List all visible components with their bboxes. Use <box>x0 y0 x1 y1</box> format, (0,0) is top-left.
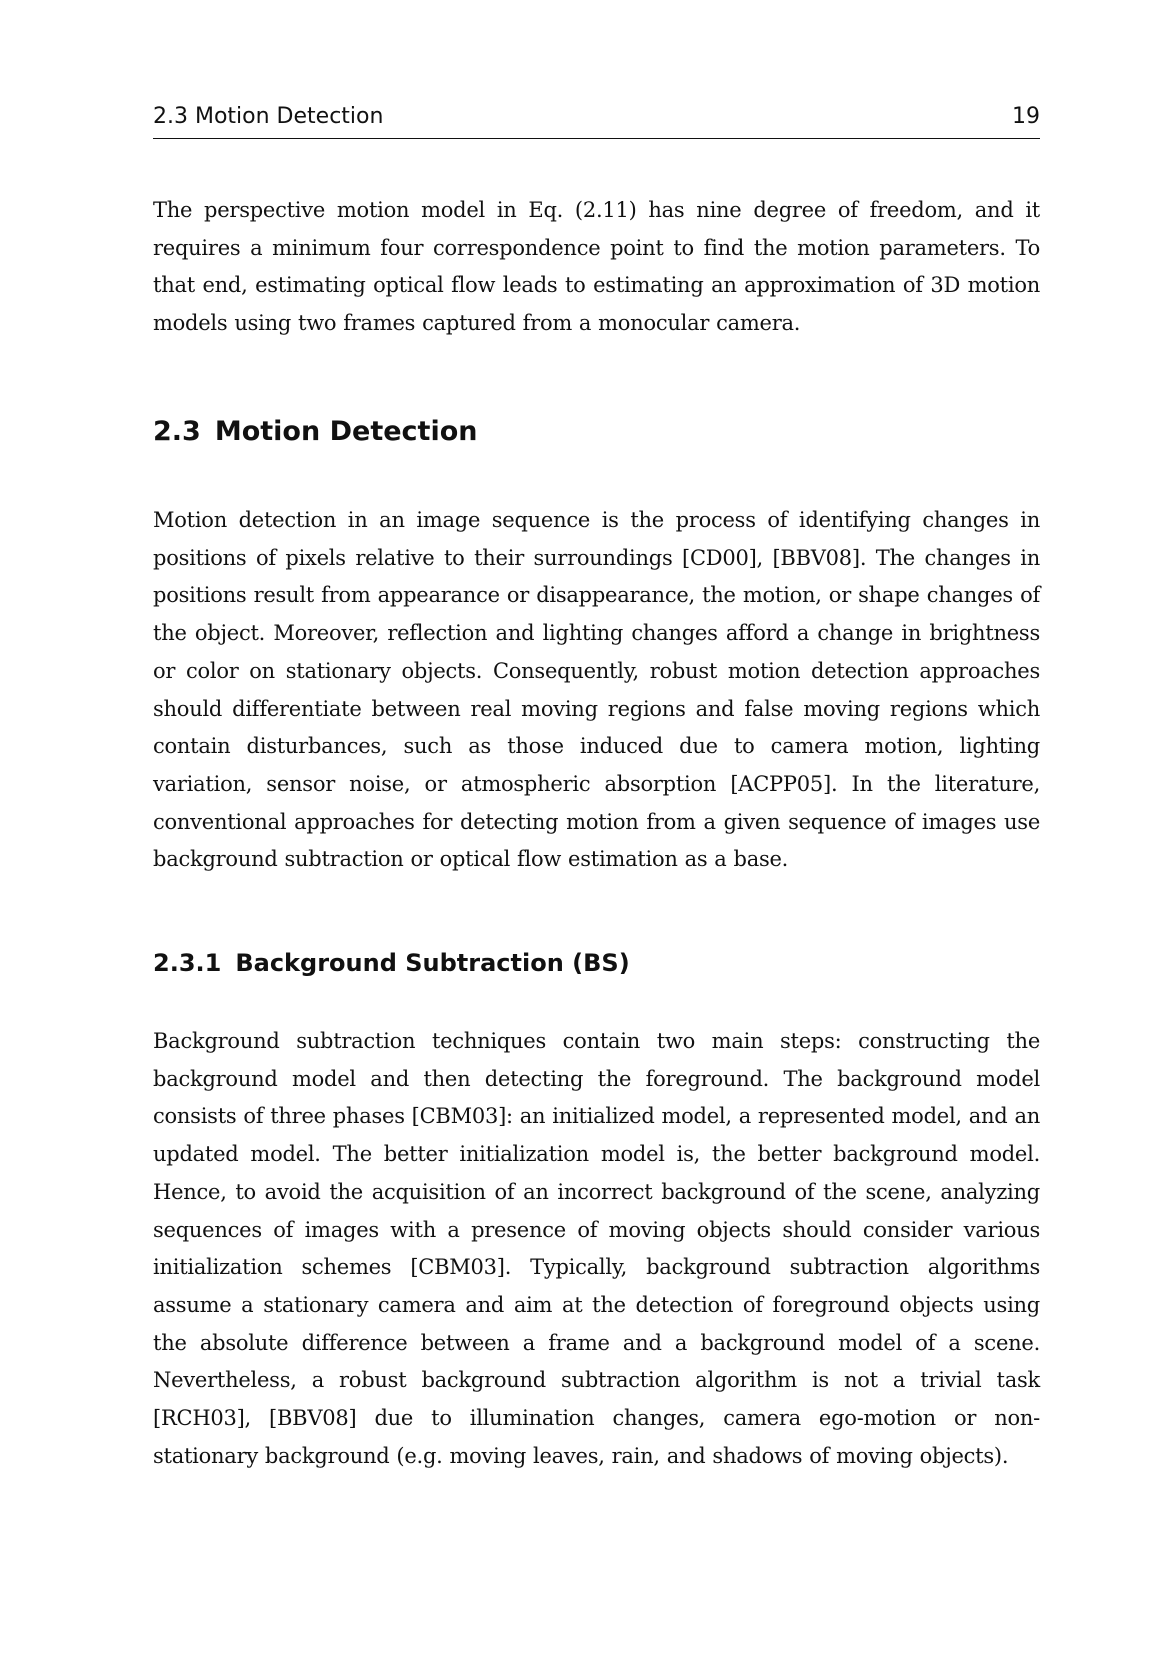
subsection-heading-background-subtraction <box>153 947 630 979</box>
section-number: 2.3 <box>153 416 201 447</box>
running-header <box>153 102 1040 139</box>
paragraph-intro: The perspective motion model in Eq. (2.11) has nine degree of freedom, and it requires a minimum four correspondence point to find the motion parameters. To that end, estimating optical flow leads to estimating an approximation of 3D motion models using two frames captured from a monocular camera. <box>153 198 1040 336</box>
paragraph-background-subtraction: Background subtraction techniques contain two main steps: constructing the background model and then detecting the foreground. The background model consists of three phases [CBM03]: an initialized model, a represented model, and an updated model. The better initialization model is, the better background model. Hence, to avoid the acquisition of an incorrect background of the scene, analyzing sequences of images with a presence of moving objects should consider various initialization schemes [CBM03]. Typically, background subtraction algorithms assume a stationary camera and aim at the detection of foreground objects using the absolute difference between a frame and a background model of a scene. Nevertheless, a robust background subtraction algorithm is not a trivial task [RCH03], [BBV08] due to illumination changes, camera ego-motion or non-stationary background (e.g. moving leaves, rain, and shadows of moving objects). <box>153 1029 1040 1468</box>
section-heading-motion-detection <box>153 414 477 450</box>
paragraph-motion-detection: Motion detection in an image sequence is the process of identifying changes in positions of pixels relative to their surroundings [CD00], [BBV08]. The changes in positions result from appearance or disappearance, the motion, or shape changes of the object. Moreover, reflection and lighting changes afford a change in brightness or color on stationary objects. Consequently, robust motion detection approaches should differentiate between real moving regions and false moving regions which contain disturbances, such as those induced due to camera motion, lighting variation, sensor noise, or atmospheric absorption [ACPP05]. In the literature, conventional approaches for detecting motion from a given sequence of images use background subtraction or optical flow estimation as a base. <box>153 508 1040 872</box>
section-title: Motion Detection <box>214 416 478 447</box>
running-header-section: 2.3 Motion Detection <box>153 104 384 129</box>
subsection-title: Background Subtraction (BS) <box>235 949 630 977</box>
page-number: 19 <box>1012 104 1040 129</box>
subsection-number: 2.3.1 <box>153 949 222 977</box>
